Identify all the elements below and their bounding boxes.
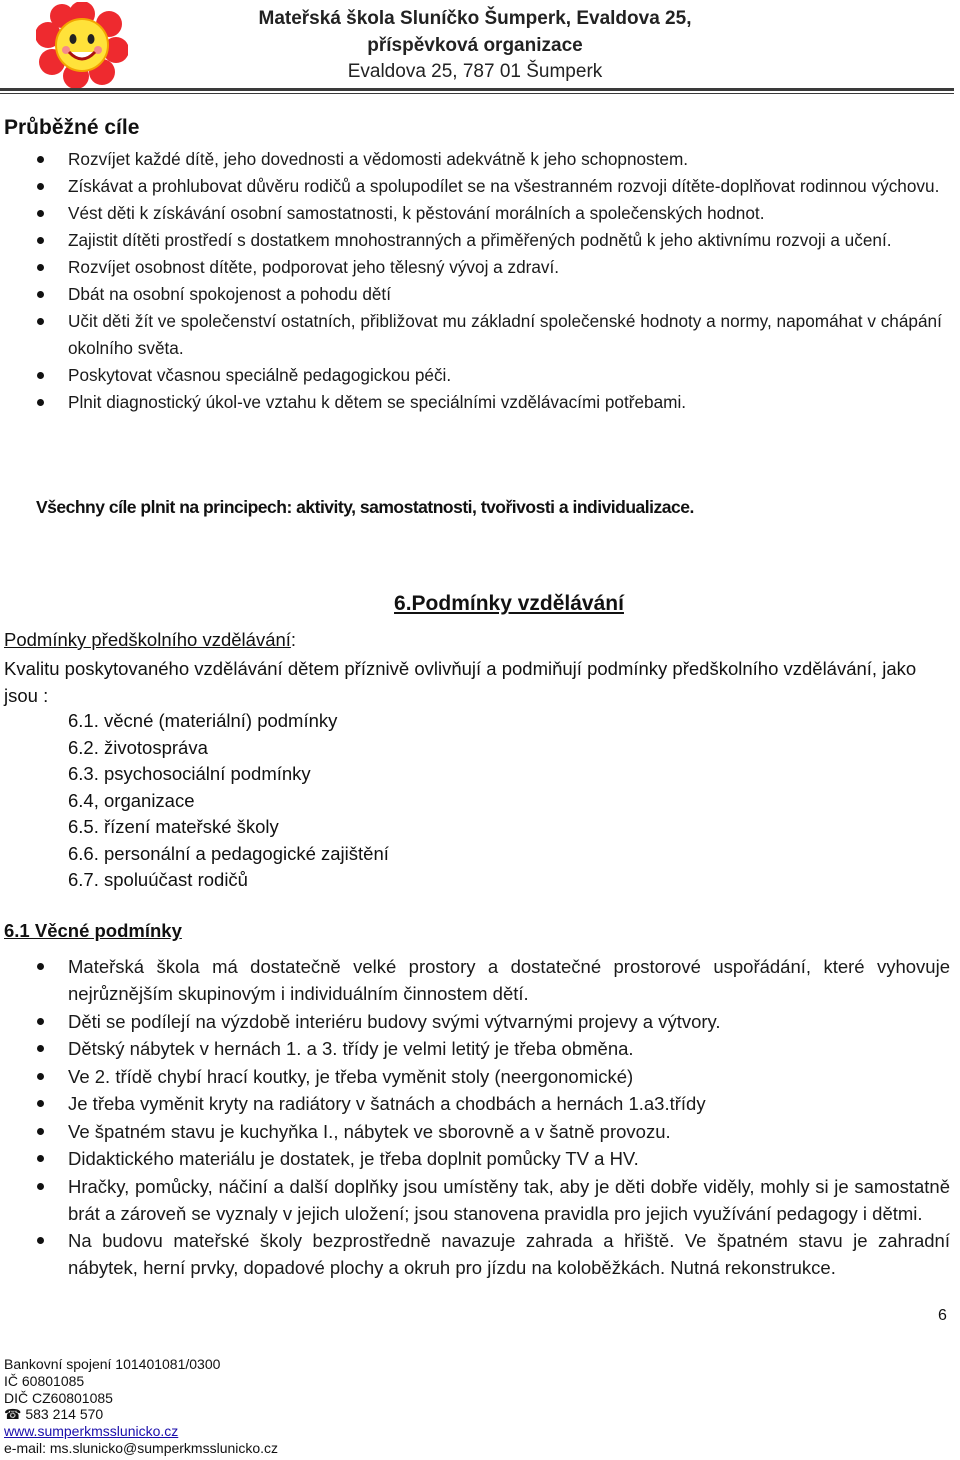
goals-principle: Všechny cíle plnit na principech: aktivity, samostatnosti, tvořivosti a individualizace. [36, 497, 694, 517]
list-item [0, 953, 960, 1007]
vat-id: DIČ CZ60801085 [4, 1389, 113, 1406]
list-item [0, 1118, 960, 1145]
goals-heading: Průběžné cíle [4, 116, 140, 139]
bullet-icon [37, 963, 44, 970]
list-item-text: Rozvíjet osobnost dítěte, podporovat jeho tělesný vývoj a zdraví. [68, 257, 560, 277]
list-item: 6.7. spoluúčast rodičů [68, 869, 248, 890]
bullet-icon [37, 399, 44, 406]
bullet-icon [37, 1155, 44, 1162]
page-footer [4, 1356, 278, 1457]
page-number: 6 [938, 1307, 947, 1324]
bullet-icon [37, 318, 44, 325]
bullet-icon [37, 372, 44, 379]
conditions-subheading-text: Podmínky předškolního vzdělávání [4, 629, 291, 650]
list-item: 6.3. psychosociální podmínky [68, 763, 311, 784]
list-item-text: Ve 2. třídě chybí hrací koutky, je třeba vyměnit stoly (neergonomické) [68, 1065, 634, 1087]
school-name-line1: Mateřská škola Sluníčko Šumperk, Evaldova 25, [258, 8, 692, 29]
conditions-subheading-colon: : [290, 629, 297, 650]
bullet-icon [37, 210, 44, 217]
list-item: 6.6. personální a pedagogické zajištění [68, 842, 389, 864]
bullet-icon [37, 156, 44, 163]
bullet-icon [37, 1237, 44, 1244]
sun-flower-logo-icon [36, 2, 128, 88]
material-conditions-list [0, 953, 960, 1282]
phone-number: 583 214 570 [25, 1406, 104, 1423]
conditions-subheading [4, 629, 296, 651]
list-item [0, 1090, 960, 1117]
header-divider-thick [0, 88, 954, 91]
list-item-text: Hračky, pomůcky, náčiní a další doplňky jsou umístěny tak, aby je děti dobře viděly, mohly si je samostatně brát a zároveň se vyznaly v jejich uložení; jsou stanovena pravidla pro jejich využívání pedagogy i dětmi. [68, 1175, 950, 1224]
phone-line [4, 1406, 278, 1423]
company-id: IČ 60801085 [4, 1372, 85, 1389]
list-item-text: Vést děti k získávání osobní samostatnosti, k pěstování morálních a společenských hodnot. [68, 203, 765, 223]
list-item [0, 1227, 960, 1281]
list-item-text: Zajistit dítěti prostředí s dostatkem mnohostranných a přiměřených podnětů k jeho aktivnímu rozvoji a učení. [68, 230, 892, 250]
list-item [0, 389, 960, 416]
list-item [0, 200, 960, 227]
bullet-icon [37, 1128, 44, 1135]
list-item-text: Mateřská škola má dostatečně velké prostory a dostatečné prostorové uspořádání, které vyhovuje nejrůznějším skupinovým i individuálním činnostem dětí. [68, 956, 950, 1004]
list-item: 6.1. věcné (materiální) podmínky [68, 710, 338, 731]
website-link[interactable]: www.sumperkmsslunicko.cz [4, 1423, 179, 1440]
list-item [0, 1063, 960, 1090]
list-item [0, 308, 960, 362]
school-name-line2: příspěvková organizace [367, 34, 583, 56]
list-item-text: Získávat a prohlubovat důvěru rodičů a spolupodílet se na všestranném rozvoji dítěte-doplňovat rodinnou výchovu. [68, 176, 940, 196]
list-item-text: Dětský nábytek v hernách 1. a 3. třídy je velmi letitý je třeba obměna. [68, 1038, 634, 1059]
list-item-text: Děti se podílejí na výzdobě interiéru budovy svými výtvarnými projevy a výtvory. [68, 1010, 721, 1032]
school-address: Evaldova 25, 787 01 Šumperk [347, 61, 603, 82]
list-item: 6.2. životospráva [68, 736, 208, 758]
list-item [0, 1008, 960, 1035]
bullet-icon [37, 1100, 44, 1107]
list-item [0, 1145, 960, 1172]
school-header-text [200, 6, 750, 86]
list-item-text: Didaktického materiálu je dostatek, je třeba doplnit pomůcky TV a HV. [68, 1148, 639, 1169]
bullet-icon [37, 183, 44, 190]
bank-account: Bankovní spojení 101401081/0300 [4, 1356, 221, 1372]
section-title-conditions: 6.Podmínky vzdělávání [394, 592, 624, 615]
bullet-icon [37, 291, 44, 298]
list-item-text: Ve špatném stavu je kuchyňka I., nábytek ve sborovně a v šatně provozu. [68, 1120, 671, 1142]
list-item [0, 173, 960, 200]
list-item-text: Plnit diagnostický úkol-ve vztahu k dětem se speciálními vzdělávacími potřebami. [68, 392, 687, 412]
list-item [0, 227, 960, 254]
conditions-intro: Kvalitu poskytovaného vzdělávání dětem příznivě ovlivňují a podmiňují podmínky předškolního vzdělávání, jako jsou : [4, 658, 917, 706]
list-item [0, 362, 960, 389]
bullet-icon [37, 1045, 44, 1052]
list-item [0, 146, 960, 173]
list-item-text: Poskytovat včasnou speciálně pedagogickou péči. [68, 365, 452, 385]
goals-list [0, 146, 960, 416]
list-item-text: Je třeba vyměnit kryty na radiátory v šatnách a chodbách a hernách 1.a3.třídy [68, 1093, 706, 1114]
conditions-list [68, 708, 389, 894]
list-item-text: Na budovu mateřské školy bezprostředně navazuje zahrada a hřiště. Ve špatném stavu je zahradní nábytek, herní prvky, dopadové plochy a okruh pro jízdu na koloběžkách. Nutná rekonstrukce. [68, 1230, 950, 1278]
header-divider-thin [0, 93, 954, 94]
phone-icon: ☎ [4, 1406, 22, 1423]
list-item-text: Učit děti žít ve společenství ostatních, přibližovat mu základní společenské hodnoty a normy, napomáhat v chápání okolního světa. [68, 311, 942, 358]
list-item-text: Dbát na osobní spokojenost a pohodu dětí [68, 284, 391, 304]
list-item: 6.5. řízení mateřské školy [68, 816, 279, 837]
bullet-icon [37, 237, 44, 244]
bullet-icon [37, 264, 44, 271]
list-item-text: Rozvíjet každé dítě, jeho dovednosti a vědomosti adekvátně k jeho schopnostem. [68, 149, 689, 169]
bullet-icon [37, 1183, 44, 1190]
list-item [0, 1035, 960, 1062]
bullet-icon [37, 1018, 44, 1025]
email-address: e-mail: ms.slunicko@sumperkmsslunicko.cz [4, 1439, 279, 1456]
page-header [0, 0, 960, 94]
material-conditions-heading: 6.1 Věcné podmínky [4, 920, 182, 941]
bullet-icon [37, 1073, 44, 1080]
list-item: 6.4, organizace [68, 789, 195, 811]
list-item [0, 254, 960, 281]
list-item [0, 281, 960, 308]
list-item [0, 1173, 960, 1227]
